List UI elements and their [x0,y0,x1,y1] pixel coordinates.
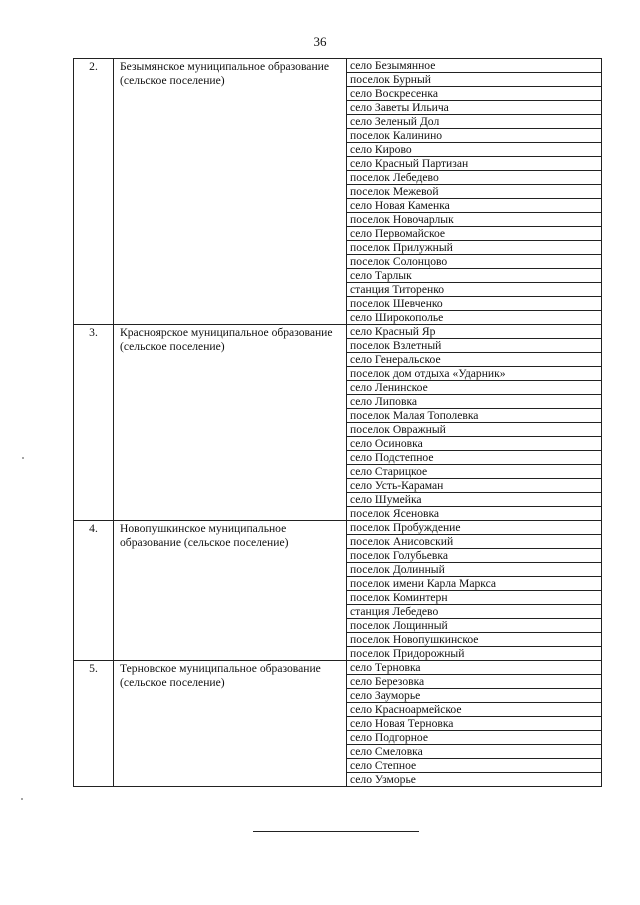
settlement-item: село Зеленый Дол [347,115,601,129]
settlement-item: село Воскресенка [347,87,601,101]
settlement-item: поселок Коминтерн [347,591,601,605]
table-row [74,661,602,787]
settlement-item: поселок Пробуждение [347,521,601,535]
settlement-item: поселок Новочарлык [347,213,601,227]
settlement-item: поселок Голубьевка [347,549,601,563]
settlement-item: село Генеральское [347,353,601,367]
row-number: 2. [74,59,114,325]
settlement-item: село Красноармейское [347,703,601,717]
settlement-item: село Липовка [347,395,601,409]
settlement-item: поселок Прилужный [347,241,601,255]
settlement-item: село Узморье [350,773,416,786]
settlement-item: село Ленинское [347,381,601,395]
settlement-item: село Новая Терновка [347,717,601,731]
row-number: 5. [74,661,114,787]
settlement-item: село Усть-Караман [347,479,601,493]
settlement-item: село Безымянное [347,59,601,73]
settlement-item: село Смеловка [347,745,601,759]
settlement-item: село Подстепное [347,451,601,465]
settlement-item: поселок Взлетный [347,339,601,353]
settlement-item: поселок Овражный [347,423,601,437]
settlement-item: село Первомайское [347,227,601,241]
settlement-item: поселок Малая Тополевка [347,409,601,423]
page-number: 36 [313,34,327,49]
table-row [74,59,602,325]
settlement-item: село Широкополье [350,311,444,324]
settlement-item: село Красный Яр [347,325,601,339]
settlement-item: село Осиновка [347,437,601,451]
settlement-item: поселок Шевченко [347,297,601,311]
settlement-item: поселок дом отдыха «Ударник» [347,367,601,381]
settlement-item: село Зауморье [347,689,601,703]
settlement-list [347,325,602,521]
settlement-item: село Старицкое [347,465,601,479]
settlement-item: село Заветы Ильича [347,101,601,115]
settlement-item: станция Титоренко [347,283,601,297]
settlement-item: село Подгорное [347,731,601,745]
settlement-item: поселок Анисовский [347,535,601,549]
settlement-item: поселок имени Карла Маркса [347,577,601,591]
table-body [74,59,602,787]
end-rule-divider [253,831,419,832]
row-number: 3. [74,325,114,521]
municipality-name: Терновское муниципальное образование (сельское поселение) [114,661,347,787]
settlement-item: поселок Межевой [347,185,601,199]
settlement-item: поселок Бурный [347,73,601,87]
settlement-item: поселок Долинный [347,563,601,577]
table-row [74,325,602,521]
settlement-item: село Кирово [347,143,601,157]
settlement-item: село Березовка [347,675,601,689]
settlement-item: поселок Ясеновка [350,507,440,520]
settlement-item: станция Лебедево [347,605,601,619]
row-number: 4. [74,521,114,661]
settlement-item: село Красный Партизан [347,157,601,171]
municipality-name: Новопушкинское муниципальное образование (сельское поселение) [114,521,347,661]
settlement-item: село Шумейка [347,493,601,507]
settlement-item: поселок Придорожный [350,647,465,660]
settlement-item: село Тарлык [347,269,601,283]
settlement-list [347,661,602,787]
scan-speck [22,457,24,459]
scan-speck [21,798,23,800]
settlement-item: поселок Лебедево [347,171,601,185]
settlement-item: село Степное [347,759,601,773]
settlement-list [347,521,602,661]
settlement-item: поселок Лощинный [347,619,601,633]
settlement-item: село Терновка [347,661,601,675]
municipality-name: Красноярское муниципальное образование (сельское поселение) [114,325,347,521]
table-row [74,521,602,661]
settlement-list [347,59,602,325]
settlement-item: поселок Новопушкинское [347,633,601,647]
municipalities-table [73,58,602,787]
municipality-name: Безымянское муниципальное образование (сельское поселение) [114,59,347,325]
settlement-item: поселок Солонцово [347,255,601,269]
settlement-item: село Новая Каменка [347,199,601,213]
settlement-item: поселок Калинино [347,129,601,143]
